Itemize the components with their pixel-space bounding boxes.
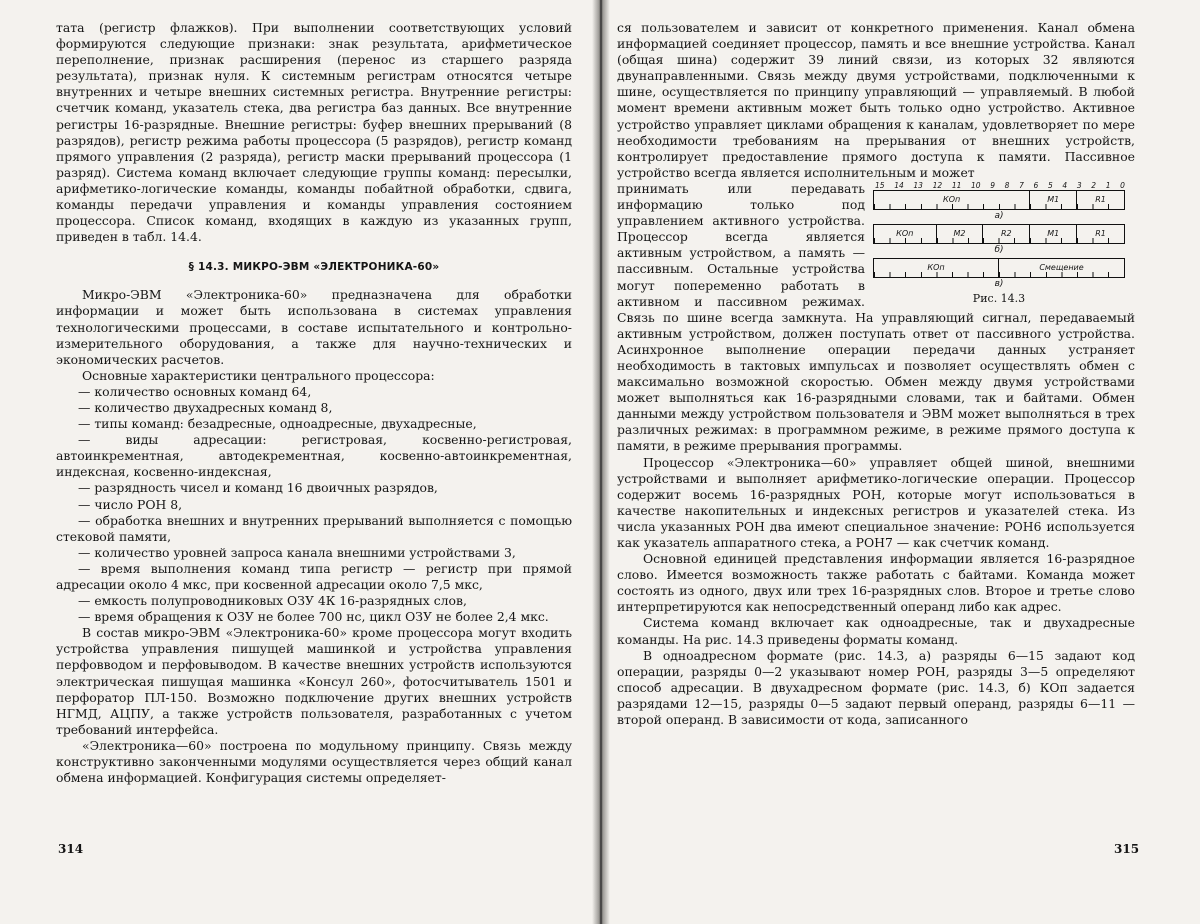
left-paragraph-3: В состав микро-ЭВМ «Электроника-60» кроме процессора могут входить устройства управления пишущей машинкой и устройства управления перфовводом и перфовыводом. В качестве внешних устройств используются электрическая пишущая машинка «Консул 260», фотосчитыватель 1501 и перфоратор ПЛ-150. Возможно подключение других внешних устройств НГМД, АЦПУ, а также устройств пользователя, разработанных с учетом требований интерфейса. — [56, 625, 572, 737]
instruction-format-register — [873, 190, 1125, 210]
format-field: Смещение — [999, 259, 1124, 277]
bit-number: 15 — [875, 180, 885, 190]
bit-number: 7 — [1019, 180, 1024, 190]
left-page — [56, 20, 572, 786]
list-item: — количество уровней запроса канала внешними устройствами 3, — [78, 544, 516, 560]
list-item: — время выполнения команд типа регистр — регистр при прямой адресации около 4 мкс, при косвенной адресации около 7,5 мкс, — [56, 560, 572, 592]
instruction-format-register — [873, 258, 1125, 278]
right-paragraph-2: Процессор «Электроника—60» управляет общей шиной, внешними устройствами и выполняет арифметико-логические операции. Процессор содержит восемь 16-разрядных РОН, которые могут использоваться в качестве накопительных и индексных регистров и указателей стека. Из числа указанных РОН два имеют специальное значение: РОН6 используется как указатель аппаратного стека, а РОН7 — как счетчик команд. — [617, 454, 1135, 550]
bit-number: 4 — [1062, 180, 1068, 190]
bit-number: 10 — [971, 180, 981, 190]
format-field: M2 — [937, 225, 984, 243]
bit-number: 9 — [990, 180, 995, 190]
list-item: — количество основных команд 64, — [78, 383, 312, 399]
list-item: — обработка внешних и внутренних прерываний выполняется с помощью стековой памяти, — [56, 512, 572, 544]
bit-number: 13 — [913, 180, 923, 190]
format-field: R1 — [1077, 225, 1124, 243]
bit-number: 0 — [1120, 180, 1125, 190]
left-intro-paragraph: тата (регистр флажков). При выполнении соответствующих условий формируются следующие признаки: знак результата, арифметическое переполнение, признак расширения (перенос из старшего разряда результата), признак нуля. К системным регистрам относятся четыре внутренних и четыре внешних системных регистра. Внутренние регистры: счетчик команд, указатель стека, два регистра баз данных. Все внутренние регистры 16-разрядные. Внешние регистры: буфер внешних прерываний (8 разрядов), регистр режима работы процессора (5 разрядов), регистр команд прямого управления (2 разряда), регистр маски прерываний процессора (1 разряд). Система команд включает следующие группы команд: пересылки, арифметико-логические команды, команды побайтной обработки, сдвига, команды передачи управления и команды управления состоянием процессора. Список команд, входящих в каждую из указанных групп, приведен в табл. 14.4. — [56, 20, 572, 245]
format-field: M1 — [1030, 225, 1077, 243]
book-gutter — [592, 0, 610, 924]
format-field: КОп — [874, 191, 1030, 209]
figure-14-3 — [873, 181, 1135, 305]
instruction-formats — [873, 190, 1135, 289]
list-item: — виды адресации: регистровая, косвенно-регистровая, автоинкрементная, автодекрементная, косвенно-автоинкрементная, индексная, косвенно-индексная, — [56, 432, 572, 480]
format-field: M1 — [1030, 191, 1077, 209]
list-item: — емкость полупроводниковых ОЗУ 4К 16-разрядных слов, — [78, 593, 467, 609]
format-field: R2 — [983, 225, 1030, 243]
bit-number: 14 — [894, 180, 904, 190]
format-field: КОп — [874, 259, 999, 277]
right-paragraph-3: Основной единицей представления информации является 16-разрядное слово. Имеется возможность также работать с байтами. Команда может состоять из одного, двух или трех 16-разрядных слов. Второе и третье слово интерпретируются как непосредственный операнд либо как адрес. — [617, 551, 1135, 615]
bit-number: 2 — [1091, 180, 1097, 190]
list-item: — разрядность чисел и команд 16 двоичных разрядов, — [78, 480, 438, 496]
list-item: — число РОН 8, — [78, 496, 183, 512]
right-page — [617, 20, 1135, 728]
format-field: КОп — [874, 225, 937, 243]
bit-number-row — [873, 181, 1127, 190]
bit-number: 5 — [1047, 180, 1053, 190]
bit-number: 12 — [932, 180, 943, 190]
list-item: — количество двухадресных команд 8, — [78, 399, 333, 415]
figure-caption: Рис. 14.3 — [972, 291, 1026, 305]
left-paragraph-4: «Электроника—60» построена по модульному принципу. Связь между конструктивно законченными модулями осуществляется через общий канал обмена информацией. Конфигурация системы определяет- — [56, 737, 572, 786]
right-wrap-paragraph: принимать или передавать информацию только под управлением активного устройства. Процессор всегда является активным устройством, а память — пассивным. Остальные устройства могут попеременно работать в активном и пассивном режимах. Связь по шине всегда замкнута. На управляющий сигнал, передаваемый активным устройством, должен поступать ответ от пассивного устройства. Асинхронное выполнение операции передачи данных устраняет необходимость в тактовых импульсах и позволяет осуществлять обмен с максимально возможной скоростью. Обмен между двумя устройствами может выполняться как 16-разрядными словами, так и байтами. Обмен данными между устройством пользователя и ЭВМ может выполняться в трех различных режимах: в программном режиме, в режиме прямого доступа к памяти, в режиме прерывания программы. — [617, 180, 1135, 454]
format-letter: в) — [994, 278, 1004, 289]
figure-wrap-region — [617, 181, 1135, 455]
format-field: R1 — [1077, 191, 1124, 209]
bit-number: 8 — [1004, 180, 1010, 190]
bit-number: 6 — [1033, 180, 1039, 190]
left-paragraph-2: Основные характеристики центрального процессора: — [82, 367, 435, 383]
section-title: § 14.3. МИКРО-ЭВМ «ЭЛЕКТРОНИКА-60» — [188, 261, 440, 274]
bit-number: 3 — [1076, 180, 1082, 190]
right-top-paragraph: ся пользователем и зависит от конкретного применения. Канал обмена информацией соединяет процессор, память и все внешние устройства. Канал (общая шина) содержит 39 линий связи, из которых 32 являются двунаправленными. Связь между двумя устройствами, подключенными к шине, осуществляется по принципу управляющий — управляемый. В любой момент времени активным может быть только одно устройство. Активное устройство управляет циклами обращения к каналам, удовлетворяет по мере необходимости требованиям на прерывания от внешних устройств, контролирует предоставление прямого доступа к памяти. Пассивное устройство всегда является исполнительным и может — [617, 20, 1135, 180]
list-item: — время обращения к ОЗУ не более 700 нс, цикл ОЗУ не более 2,4 мкс. — [78, 609, 549, 625]
right-paragraph-4: Система команд включает как одноадресные, так и двухадресные команды. На рис. 14.3 приведены форматы команд. — [617, 615, 1135, 647]
instruction-format-register — [873, 224, 1125, 244]
list-item: — типы команд: безадресные, одноадресные, двухадресные, — [78, 416, 477, 432]
format-letter: б) — [994, 244, 1004, 255]
page-number-right: 315 — [1114, 842, 1140, 856]
characteristics-list — [56, 384, 572, 625]
right-paragraph-5: В одноадресном формате (рис. 14.3, а) разряды 6—15 задают код операции, разряды 0—2 указывают номер РОН, разряды 3—5 определяют способ адресации. В двухадресном формате (рис. 14.3, б) КОп задается разрядами 12—15, разряды 0—5 задают первый операнд, разряды 6—11 — второй операнд. В зависимости от кода, записанного — [617, 647, 1135, 728]
left-paragraph-1: Микро-ЭВМ «Электроника-60» предназначена для обработки информации и может быть использована в системах управления технологическими процессами, в составе испытательного и контрольно-измерительного оборудования, а также для научно-технических и экономических расчетов. — [56, 287, 572, 367]
bit-number: 1 — [1105, 180, 1111, 190]
bit-number: 11 — [951, 180, 962, 190]
format-letter: а) — [994, 210, 1004, 221]
page-number-left: 314 — [58, 842, 84, 856]
